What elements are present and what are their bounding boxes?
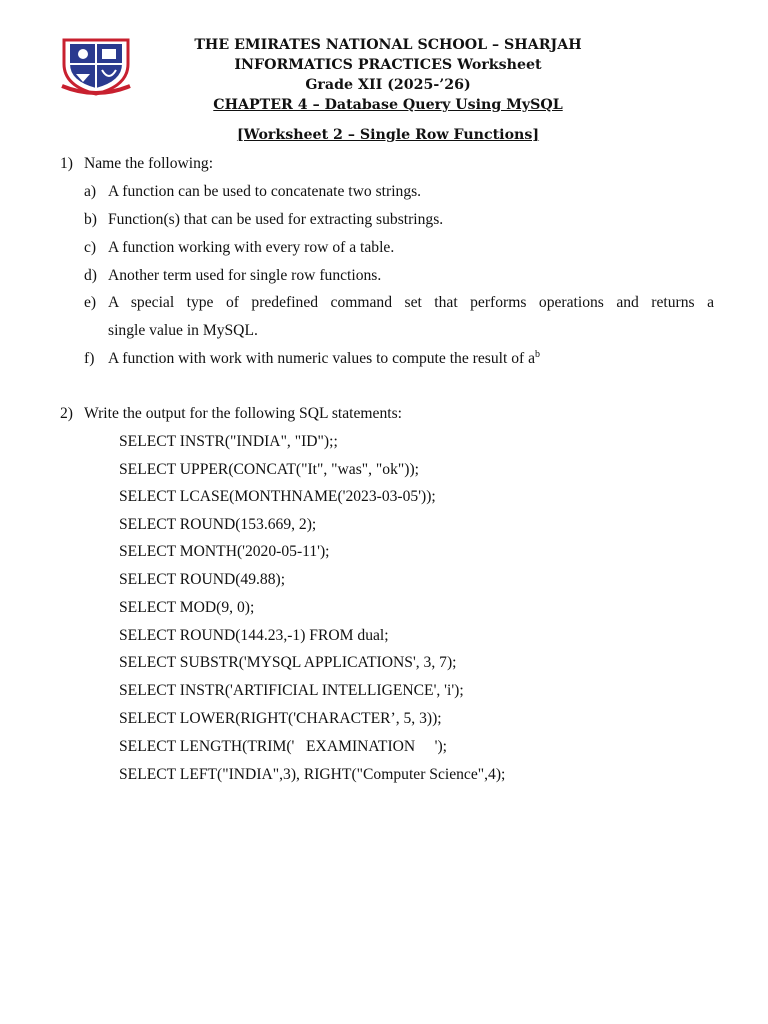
- sql-statement: SELECT INSTR('ARTIFICIAL INTELLIGENCE', 'i');: [119, 682, 464, 699]
- subject-title: INFORMATICS PRACTICES Worksheet: [234, 57, 542, 73]
- option-text: A function working with every row of a table.: [108, 239, 395, 256]
- question-1: [60, 154, 213, 174]
- option-letter: a): [84, 183, 97, 200]
- question-prompt: Write the output for the following SQL statements:: [84, 405, 402, 422]
- sql-statement: SELECT INSTR("INDIA", "ID");;: [119, 433, 338, 450]
- school-crest-icon: [60, 34, 132, 96]
- question-2: [60, 404, 402, 424]
- question-number: 2): [60, 405, 73, 422]
- option-letter: c): [84, 239, 97, 256]
- chapter-title: CHAPTER 4 – Database Query Using MySQL: [213, 97, 563, 113]
- sql-statement: SELECT MONTH('2020-05-11');: [119, 543, 330, 560]
- option-text: Function(s) that can be used for extracting substrings.: [108, 211, 444, 228]
- option-letter: b): [84, 211, 97, 228]
- option-text: A function can be used to concatenate two strings.: [108, 183, 422, 200]
- sql-statement: SELECT MOD(9, 0);: [119, 599, 255, 616]
- sql-statement: SELECT ROUND(144.23,-1) FROM dual;: [119, 627, 389, 644]
- sql-statement: SELECT LEFT("INDIA",3), RIGHT("Computer Science",4);: [119, 766, 506, 783]
- sql-statement: SELECT LCASE(MONTHNAME('2023-03-05'));: [119, 488, 436, 505]
- worksheet-header: [150, 35, 626, 115]
- option-letter: d): [84, 267, 97, 284]
- option-text: A function with work with numeric values to compute the result of a: [108, 350, 536, 367]
- sql-statement: SELECT ROUND(153.669, 2);: [119, 516, 317, 533]
- sql-statement: SELECT UPPER(CONCAT("It", "was", "ok"));: [119, 461, 419, 478]
- option-text: A special type of predefined command set that performs operations and returns a: [108, 294, 714, 311]
- school-name: THE EMIRATES NATIONAL SCHOOL – SHARJAH: [194, 37, 582, 53]
- sql-statement: SELECT LENGTH(TRIM(' EXAMINATION ');: [119, 738, 447, 755]
- grade-label: Grade XII (2025-’26): [305, 77, 471, 93]
- sql-statement: SELECT SUBSTR('MYSQL APPLICATIONS', 3, 7);: [119, 654, 457, 671]
- option-letter: e): [84, 294, 97, 311]
- superscript: b: [535, 348, 541, 360]
- sql-statement: SELECT ROUND(49.88);: [119, 571, 286, 588]
- option-text: Another term used for single row functions.: [108, 267, 382, 284]
- question-prompt: Name the following:: [84, 155, 214, 172]
- sql-statement: SELECT LOWER(RIGHT('CHARACTER’, 5, 3));: [119, 710, 442, 727]
- question-number: 1): [60, 155, 73, 172]
- worksheet-title: [Worksheet 2 – Single Row Functions]: [236, 127, 540, 143]
- option-text-wrap: [108, 349, 714, 369]
- option-text-continued: single value in MySQL.: [108, 322, 258, 339]
- option-letter: f): [84, 350, 95, 367]
